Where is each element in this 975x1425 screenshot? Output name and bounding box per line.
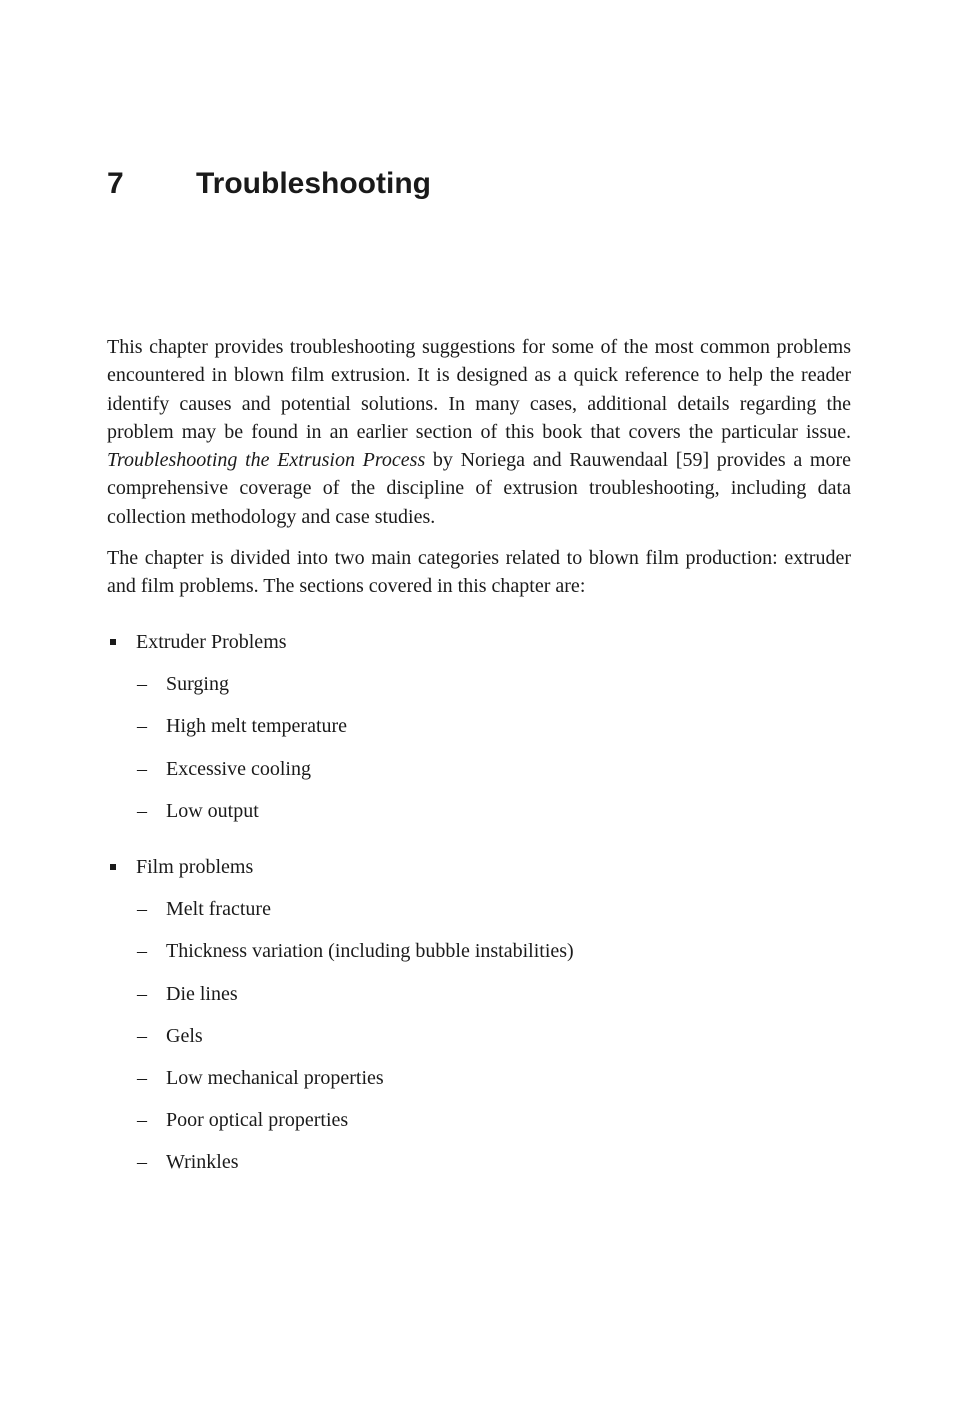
dash-bullet-icon: – <box>137 940 147 963</box>
section-label: Film problems <box>136 856 254 878</box>
sub-item-label: High melt temperature <box>166 715 348 738</box>
intro-paragraph <box>107 333 851 531</box>
sub-item-label: Excessive cooling <box>166 757 311 780</box>
square-bullet-icon <box>110 639 116 645</box>
intro-text-end: by Noriega and Rauwendaal [59] provides a more comprehensive coverage of the discipline of extrusion troubleshooting, including data collection methodology and case studies. <box>107 449 851 528</box>
dash-bullet-icon: – <box>137 799 147 822</box>
sub-item-label: Surging <box>166 673 229 696</box>
intro-text-start: This chapter provides troubleshooting suggestions for some of the most common problems encountered in blown film extrusion. It is designed as a quick reference to help the reader identify causes and potential solutions. In many cases, additional details regarding the problem may be found in an earlier section of this book that covers the particular issue. <box>107 336 851 443</box>
section-label: Extruder Problems <box>136 631 287 653</box>
dash-bullet-icon: – <box>137 715 147 738</box>
sub-item-label: Melt fracture <box>166 898 271 921</box>
book-title-reference: Troubleshooting the Extrusion Process <box>107 449 426 472</box>
sub-item-label: Poor optical properties <box>166 1109 349 1132</box>
sub-item-label: Die lines <box>166 982 238 1005</box>
sub-item-label: Low mechanical properties <box>166 1066 384 1089</box>
dash-bullet-icon: – <box>137 757 147 780</box>
sub-item-label: Gels <box>166 1024 203 1047</box>
dash-bullet-icon: – <box>137 898 147 921</box>
sub-item-label: Low output <box>166 799 259 822</box>
sub-item-label: Thickness variation (including bubble instabilities) <box>166 940 574 963</box>
dash-bullet-icon: – <box>137 982 147 1005</box>
dash-bullet-icon: – <box>137 1109 147 1132</box>
chapter-number: 7 <box>107 167 124 200</box>
dash-bullet-icon: – <box>137 1151 147 1174</box>
chapter-heading <box>107 166 431 202</box>
sections-intro-paragraph: The chapter is divided into two main categories related to blown film production: extruder and film problems. The sections covered in this chapter are: <box>107 547 851 598</box>
dash-bullet-icon: – <box>137 673 147 696</box>
square-bullet-icon <box>110 864 116 870</box>
dash-bullet-icon: – <box>137 1024 147 1047</box>
sub-item-label: Wrinkles <box>166 1151 239 1174</box>
chapter-title: Troubleshooting <box>196 167 431 200</box>
dash-bullet-icon: – <box>137 1066 147 1089</box>
